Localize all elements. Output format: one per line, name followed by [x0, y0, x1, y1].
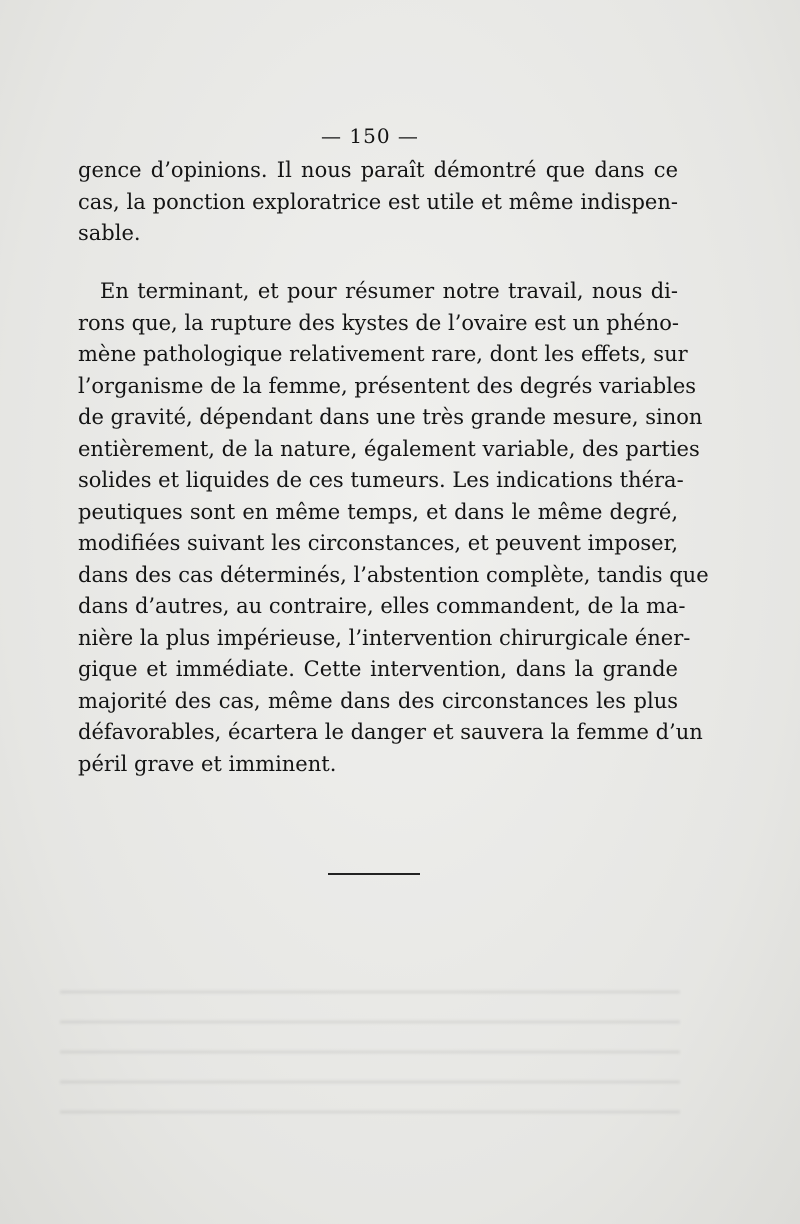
section-divider: [328, 873, 420, 875]
paragraph-2: [78, 276, 709, 780]
show-through-texture: [60, 970, 680, 1120]
text-line: dans des cas déterminés, l’abstention complète, tandis que: [78, 562, 709, 587]
text-line: nière la plus impérieuse, l’intervention chirurgicale éner-: [78, 625, 691, 650]
text-line: dans d’autres, au contraire, elles commandent, de la ma-: [78, 594, 686, 618]
text-line: de gravité, dépendant dans une très grande mesure, sinon: [78, 405, 703, 429]
text-line: En terminant, et pour résumer notre travail, nous di-: [100, 279, 678, 303]
text-line: péril grave et imminent.: [78, 751, 337, 776]
text-line: majorité des cas, même dans des circonstances les plus: [78, 688, 678, 713]
text-line: peutiques sont en même temps, et dans le même degré,: [78, 499, 678, 524]
text-line: solides et liquides de ces tumeurs. Les indications théra-: [78, 468, 684, 492]
page-number: — 150 —: [321, 124, 419, 148]
text-line: rons que, la rupture des kystes de l’ovaire est un phéno-: [78, 310, 679, 335]
paragraph-1: [78, 155, 678, 250]
text-line: modifiées suivant les circonstances, et peuvent imposer,: [78, 531, 678, 555]
text-line: entièrement, de la nature, également variable, des parties: [78, 436, 700, 461]
text-line: mène pathologique relativement rare, dont les effets, sur: [78, 342, 688, 366]
text-line: l’organisme de la femme, présentent des degrés variables: [78, 373, 697, 398]
text-line: défavorables, écartera le danger et sauvera la femme d’un: [78, 720, 703, 744]
text-line: gique et immédiate. Cette intervention, dans la grande: [78, 657, 678, 681]
text-line: cas, la ponction exploratrice est utile et même indispen-: [78, 189, 678, 214]
text-line: sable.: [78, 221, 141, 245]
text-line: gence d’opinions. Il nous paraît démontré que dans ce: [78, 158, 678, 182]
